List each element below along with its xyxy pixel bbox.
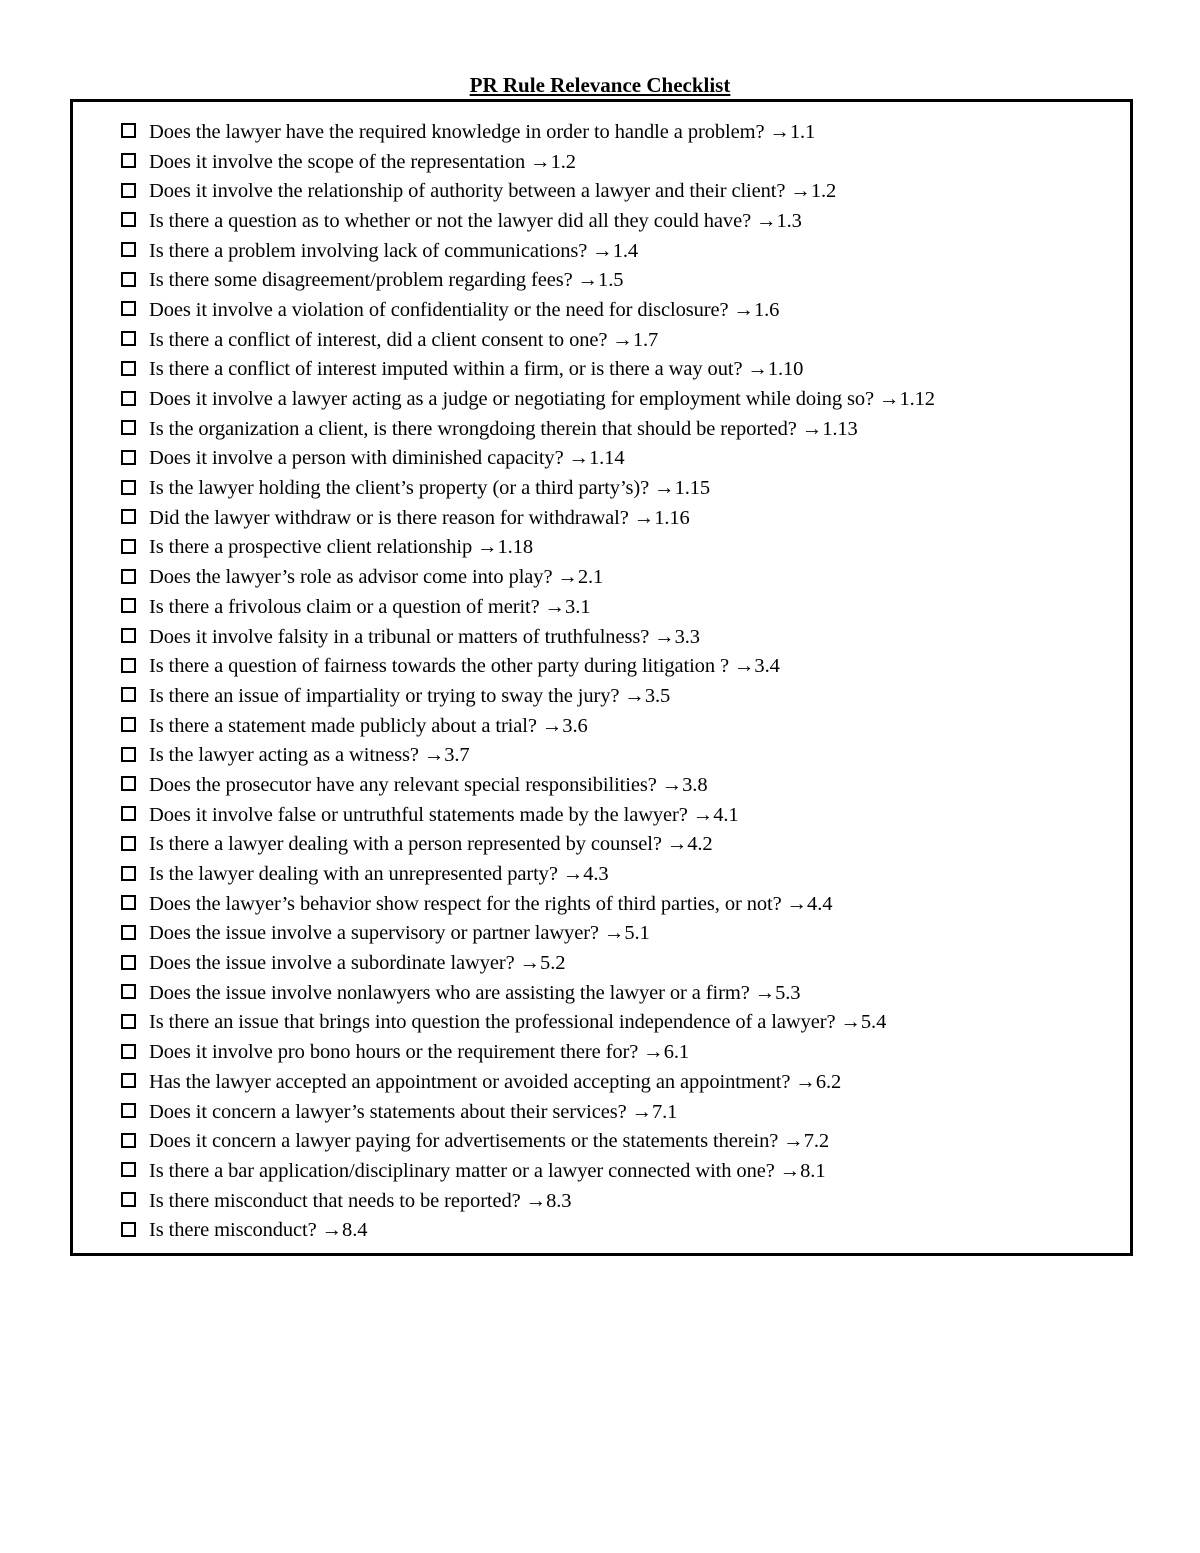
checklist-item-label: Does the lawyer have the required knowledge in order to handle a problem? →1.1 [149, 120, 816, 143]
checklist-item-label: Does it concern a lawyer’s statements about their services? →7.1 [149, 1100, 678, 1123]
checkbox-icon[interactable] [121, 925, 136, 940]
checkbox-icon[interactable] [121, 1192, 136, 1207]
checkbox-icon[interactable] [121, 866, 136, 881]
checklist-item-label: Is the lawyer dealing with an unrepresented party? →4.3 [149, 863, 609, 886]
checkbox-icon[interactable] [121, 242, 136, 257]
checkbox-icon[interactable] [121, 123, 136, 138]
checklist-item [121, 325, 935, 355]
checklist-item-label: Is there a conflict of interest, did a client consent to one? →1.7 [149, 328, 659, 351]
checkbox-icon[interactable] [121, 717, 136, 732]
checkbox-icon[interactable] [121, 212, 136, 227]
checklist-item-label: Is there a question of fairness towards the other party during litigation ? →3.4 [149, 655, 780, 678]
checkbox-icon[interactable] [121, 1162, 136, 1177]
checkbox-icon[interactable] [121, 747, 136, 762]
checkbox-icon[interactable] [121, 1222, 136, 1237]
checkbox-icon[interactable] [121, 806, 136, 821]
checklist-item [121, 978, 935, 1008]
checklist-item-label: Is there a conflict of interest imputed within a firm, or is there a way out? →1.10 [149, 358, 804, 381]
checklist-item [121, 1215, 935, 1245]
checklist-item [121, 265, 935, 295]
checklist-item [121, 176, 935, 206]
checkbox-icon[interactable] [121, 301, 136, 316]
checklist-item [121, 384, 935, 414]
checklist-item-label: Is there an issue of impartiality or trying to sway the jury? →3.5 [149, 684, 671, 707]
checklist-item [121, 889, 935, 919]
checklist-item [121, 592, 935, 622]
checkbox-icon[interactable] [121, 598, 136, 613]
checklist-item [121, 711, 935, 741]
checkbox-icon[interactable] [121, 628, 136, 643]
checklist-item-label: Does the issue involve nonlawyers who are assisting the lawyer or a firm? →5.3 [149, 981, 801, 1004]
checklist-item [121, 295, 935, 325]
checkbox-icon[interactable] [121, 1014, 136, 1029]
checklist-item [121, 1037, 935, 1067]
checklist-item [121, 681, 935, 711]
checklist-item [121, 562, 935, 592]
checkbox-icon[interactable] [121, 153, 136, 168]
checklist-item [121, 1126, 935, 1156]
checkbox-icon[interactable] [121, 1044, 136, 1059]
checkbox-icon[interactable] [121, 420, 136, 435]
checklist-item [121, 651, 935, 681]
checklist-item-label: Does it involve a violation of confidentiality or the need for disclosure? →1.6 [149, 298, 780, 321]
checkbox-icon[interactable] [121, 984, 136, 999]
checkbox-icon[interactable] [121, 391, 136, 406]
checkbox-icon[interactable] [121, 1073, 136, 1088]
checklist-item-label: Is the lawyer holding the client’s property (or a third party’s)? →1.15 [149, 477, 711, 500]
checklist-item [121, 533, 935, 563]
checklist-item [121, 770, 935, 800]
checklist [121, 117, 935, 1245]
checkbox-icon[interactable] [121, 1103, 136, 1118]
checkbox-icon[interactable] [121, 895, 136, 910]
checklist-item-label: Does it involve the relationship of authority between a lawyer and their client? →1.2 [149, 180, 837, 203]
checkbox-icon[interactable] [121, 776, 136, 791]
checklist-frame [70, 99, 1133, 1256]
checklist-item-label: Is there a statement made publicly about a trial? →3.6 [149, 714, 588, 737]
checklist-item-label: Is there an issue that brings into question the professional independence of a lawyer? →5.4 [149, 1011, 887, 1034]
checkbox-icon[interactable] [121, 836, 136, 851]
checklist-item [121, 206, 935, 236]
checklist-item-label: Does the prosecutor have any relevant special responsibilities? →3.8 [149, 773, 708, 796]
checklist-item [121, 859, 935, 889]
checklist-item [121, 117, 935, 147]
checklist-item-label: Is there misconduct that needs to be reported? →8.3 [149, 1189, 572, 1212]
checklist-item [121, 1008, 935, 1038]
checklist-item [121, 1067, 935, 1097]
checkbox-icon[interactable] [121, 539, 136, 554]
checklist-item-label: Is there some disagreement/problem regarding fees? →1.5 [149, 269, 624, 292]
checkbox-icon[interactable] [121, 272, 136, 287]
checklist-item [121, 1097, 935, 1127]
checklist-item-label: Does the issue involve a supervisory or partner lawyer? →5.1 [149, 922, 650, 945]
checklist-item-label: Is there a problem involving lack of communications? →1.4 [149, 239, 639, 262]
checklist-item [121, 473, 935, 503]
checkbox-icon[interactable] [121, 658, 136, 673]
checklist-item-label: Does it involve a person with diminished capacity? →1.14 [149, 447, 625, 470]
checkbox-icon[interactable] [121, 183, 136, 198]
checkbox-icon[interactable] [121, 450, 136, 465]
checkbox-icon[interactable] [121, 509, 136, 524]
checklist-item-label: Is the lawyer acting as a witness? →3.7 [149, 744, 470, 767]
checkbox-icon[interactable] [121, 569, 136, 584]
checkbox-icon[interactable] [121, 955, 136, 970]
checklist-item-label: Does it involve falsity in a tribunal or matters of truthfulness? →3.3 [149, 625, 700, 648]
checklist-item-label: Is there a prospective client relationship →1.18 [149, 536, 534, 559]
checklist-item [121, 919, 935, 949]
checklist-item [121, 444, 935, 474]
checklist-item [121, 622, 935, 652]
checklist-item [121, 948, 935, 978]
checklist-item [121, 800, 935, 830]
checklist-item-label: Does it involve false or untruthful statements made by the lawyer? →4.1 [149, 803, 739, 826]
checklist-item [121, 830, 935, 860]
checklist-item-label: Is there misconduct? →8.4 [149, 1219, 368, 1242]
checklist-item-label: Is there a lawyer dealing with a person represented by counsel? →4.2 [149, 833, 713, 856]
checklist-item [121, 740, 935, 770]
checklist-item [121, 147, 935, 177]
checklist-item-label: Is there a frivolous claim or a question of merit? →3.1 [149, 595, 591, 618]
checklist-item-label: Does the lawyer’s role as advisor come into play? →2.1 [149, 566, 604, 589]
checklist-item [121, 503, 935, 533]
checklist-item-label: Did the lawyer withdraw or is there reason for withdrawal? →1.16 [149, 506, 690, 529]
checklist-item [121, 414, 935, 444]
checklist-item-label: Does it involve the scope of the representation →1.2 [149, 150, 576, 173]
checklist-item-label: Does it concern a lawyer paying for advertisements or the statements therein? →7.2 [149, 1130, 830, 1153]
checklist-item-label: Is there a question as to whether or not the lawyer did all they could have? →1.3 [149, 209, 802, 232]
checklist-item-label: Is there a bar application/disciplinary matter or a lawyer connected with one? →8.1 [149, 1159, 826, 1182]
checklist-item-label: Does it involve a lawyer acting as a judge or negotiating for employment while doing so? →1.12 [149, 388, 935, 411]
checklist-item [121, 236, 935, 266]
checkbox-icon[interactable] [121, 361, 136, 376]
checkbox-icon[interactable] [121, 480, 136, 495]
checklist-item-label: Has the lawyer accepted an appointment or avoided accepting an appointment? →6.2 [149, 1070, 842, 1093]
checklist-item-label: Does it involve pro bono hours or the requirement there for? →6.1 [149, 1041, 690, 1064]
checkbox-icon[interactable] [121, 331, 136, 346]
page-title: PR Rule Relevance Checklist [469, 73, 731, 97]
checklist-item-label: Does the lawyer’s behavior show respect for the rights of third parties, or not? →4.4 [149, 892, 833, 915]
checkbox-icon[interactable] [121, 1133, 136, 1148]
checkbox-icon[interactable] [121, 687, 136, 702]
checklist-item-label: Does the issue involve a subordinate lawyer? →5.2 [149, 952, 566, 975]
checklist-item [121, 1156, 935, 1186]
checklist-item-label: Is the organization a client, is there wrongdoing therein that should be reported? →1.13 [149, 417, 858, 440]
checklist-item [121, 355, 935, 385]
checklist-item [121, 1186, 935, 1216]
